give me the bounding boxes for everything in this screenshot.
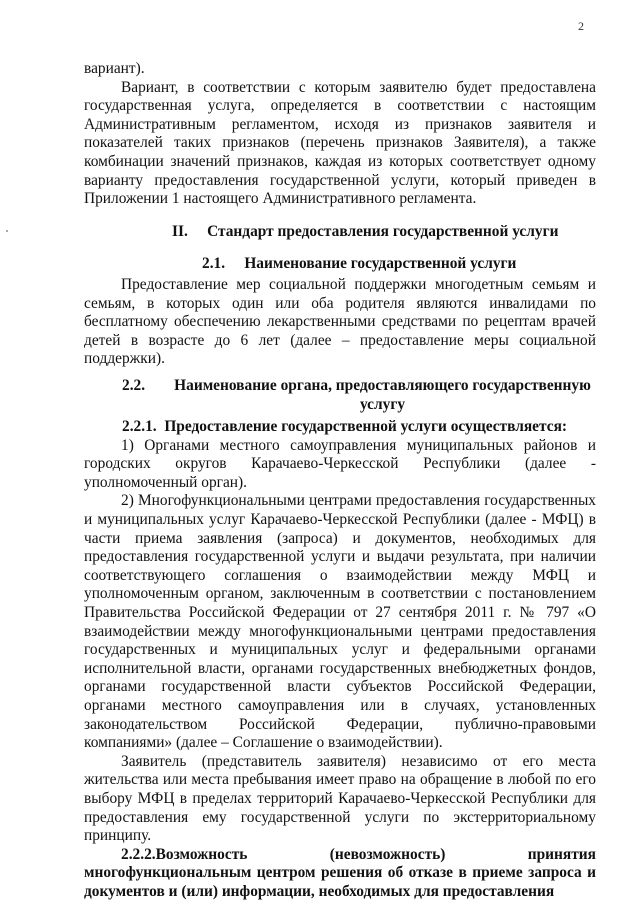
heading-2-1: 2.1. Наименование государственной услуги [202, 255, 517, 273]
paragraph-mfc: 2) Многофункциональными центрами предоставления государственных и муниципальных услуг Карачаево-Черкесской Республики (далее - МФЦ) в части приема заявления (запроса) и документов, необходимых для предоставления государственной услуги и выдачи результата, при наличии соответствующего соглашения о взаимодействии между МФЦ и уполномоченным органом, заключенным в соответствии с постановлением Правительства Российской Федерации от 27 сентября 2011 г. № 797 «О взаимодействии между многофункциональными центрами предоставления государственных и муниципальных услуг и федеральными органами исполнительной власти, органами государственных внебюджетных фондов, органами государственной власти субъектов Российской Федерации, органами местного самоуправления или в случаях, установленных законодательством Российской Федерации, публично-правовыми компаниями» (далее – Соглашение о взаимодействии). [84, 492, 596, 752]
heading-2-2 [84, 377, 596, 414]
paragraph-local-authorities: 1) Органами местного самоуправления муниципальных районов и городских округов Карачаево-Черкесской Республики (далее - уполномоченный орган). [84, 436, 596, 491]
paragraph-applicant-rights: Заявитель (представитель заявителя) независимо от его места жительства или места пребывания имеет право на обращение в любой по его выбору МФЦ в пределах территорий Карачаево-Черкесской Республики для предоставления ему государственной услуги по экстерриториальному принципу. [84, 752, 596, 845]
paragraph-variant: Вариант, в соответствии с которым заявителю будет предоставлена государственная услуга, определяется в соответствии с настоящим Административным регламентом, исходя из признаков заявителя и показателей таких признаков (перечень признаков Заявителя), а также комбинации значений признаков, каждая из которых соответствует одному варианту предоставления государственной услуги, который приведен в Приложении 1 настоящего Административного регламента. [84, 78, 596, 208]
heading-2-2-1: 2.2.1. Предоставление государственной услуги осуществляется: [122, 418, 568, 436]
scan-mark [6, 230, 8, 232]
heading-2-2-number: 2.2. [122, 376, 146, 394]
section-heading: II. Стандарт предоставления государственной услуги [172, 222, 559, 240]
document-body [84, 60, 596, 902]
heading-2-2-title: Наименование органа, предоставляющего государственную услугу [174, 376, 591, 413]
page-number: 2 [578, 19, 584, 33]
paragraph-variant-end: вариант). [84, 60, 145, 77]
heading-2-2-2: 2.2.2.Возможность (невозможность) принятия многофункциональным центром решения об отказе в приеме запроса и документов и (или) информации, необходимых для предоставления [84, 845, 596, 900]
paragraph-service-name: Предоставление мер социальной поддержки многодетным семьям и семьям, в которых один или оба родителя являются инвалидами по бесплатному обеспечению лекарственными средствами по рецептам врачей детей в возрасте до 6 лет (далее – предоставление меры социальной поддержки). [84, 275, 596, 368]
